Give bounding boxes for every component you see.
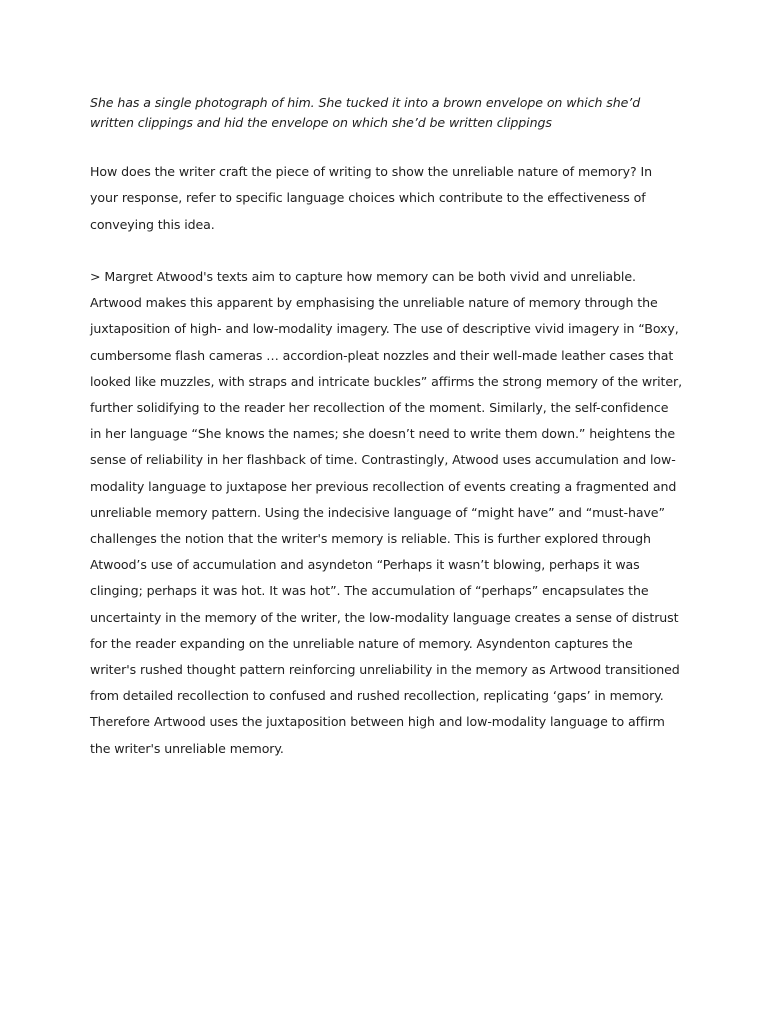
essay-question: How does the writer craft the piece of writing to show the unreliable nature of memory? In your response, refer to specific language choices which contribute to the effectiveness of conveying this idea. xyxy=(90,164,652,232)
essay-response: > Margret Atwood's texts aim to capture how memory can be both vivid and unreliable. Artwood makes this apparent by emphasising the unreliable nature of memory through the juxtaposition of high- and low-modality imagery. The use of descriptive vivid imagery in “Boxy, cumbersome flash cameras … accordion-pleat nozzles and their well-made leather cases that looked like muzzles, with straps and intricate buckles” affirms the strong memory of the writer, further solidifying to the reader her recollection of the moment. Similarly, the self-confidence in her language “She knows the names; she doesn’t need to write them down.” heightens the sense of reliability in her flashback of time. Contrastingly, Atwood uses accumulation and low-modality language to juxtapose her previous recollection of events creating a fragmented and unreliable memory pattern. Using the indecisive language of “might have” and “must-have” challenges the notion that the writer's memory is reliable. This is further explored through Atwood’s use of accumulation and asyndeton “Perhaps it wasn’t blowing, perhaps it was clinging; perhaps it was hot. It was hot”. The accumulation of “perhaps” encapsulates the uncertainty in the memory of the writer, the low-modality language creates a sense of distrust for the reader expanding on the unreliable nature of memory. Asyndenton captures the writer's rushed thought pattern reinforcing unreliability in the memory as Artwood transitioned from detailed recollection to confused and rushed recollection, replicating ‘gaps’ in memory. Therefore Artwood uses the juxtaposition between high and low-modality language to affirm the writer's unreliable memory. xyxy=(90,268,683,756)
quoted-excerpt: She has a single photograph of him. She tucked it into a brown envelope on which she’d written clippings and hid the envelope on which she’d be written clippings xyxy=(90,95,641,130)
document-page xyxy=(90,93,682,762)
